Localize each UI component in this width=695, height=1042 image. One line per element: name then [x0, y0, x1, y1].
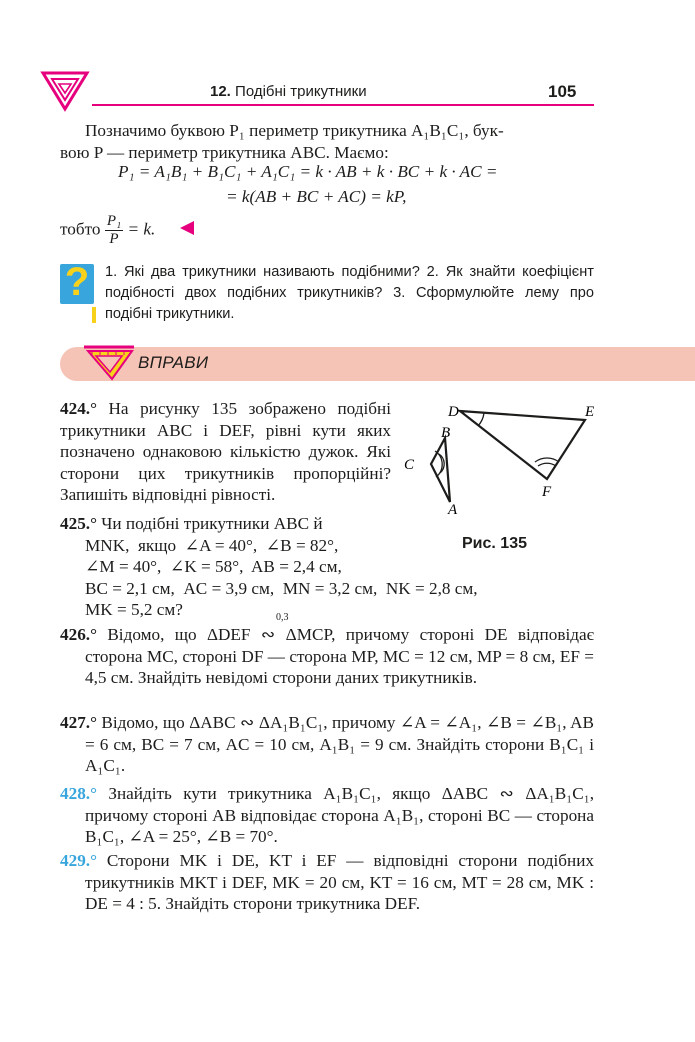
perimeter-formula-1: P₁ = A₁B₁ + B₁C₁ + A₁C₁ = k · AB + k · BC + k · AC =: [118, 162, 498, 181]
figure-label-e: E: [585, 404, 595, 420]
exercise-text: Сторони MK і DE, KT і EF — відповідні сторони подібних трикутників MKT і DEF, MK = 20 см, KT = 16 см, MT = 28 см, MK : DE = 4 : 5. Знайдіть сторони трикутника DEF.: [85, 851, 594, 913]
intro-paragraph: [60, 120, 594, 163]
exercise-number: 426.°: [60, 625, 97, 644]
exercise-number: 428.°: [60, 784, 97, 803]
exercise-425-line-4: BC = 2,1 см, AC = 3,9 см, MN = 3,2 см, NK = 2,8 см,: [85, 578, 478, 598]
chapter-triangle-logo-icon: [40, 70, 90, 112]
perimeter-formula-2: = k(AB + BC + AC) = kP,: [226, 187, 407, 206]
exercise-425-line-5: MK = 5,2 см?: [85, 600, 183, 619]
review-questions: 1. Які два трикутники називають подібними? 2. Як знайти коефіцієнт подібності двох подібних трикутників? 3. Сформулюйте лему про подібні трикутники.: [105, 264, 594, 322]
ratio-fraction: [105, 213, 123, 248]
exercise-number: 429.°: [60, 851, 97, 870]
exercise-number: 425.°: [60, 514, 97, 533]
section-number: 12.: [210, 83, 231, 100]
exercise-425: [60, 513, 594, 621]
exercise-427: [60, 712, 594, 777]
exercise-426: [60, 624, 594, 689]
fraction-denominator: P: [109, 231, 119, 247]
exercise-text: На рисунку 135 зображено подібні трикутники ABC і DEF, рівні кути яких позначено однаковою кількістю дужок. Які сторони цих трикутників пропорційні? Запишіть відповідні рівності.: [60, 399, 391, 504]
section-header: [210, 83, 470, 100]
figure-label-a: A: [448, 502, 458, 518]
figure-caption: Рис. 135: [462, 535, 527, 552]
exercise-number: 424.°: [60, 399, 97, 418]
exercise-429: [60, 850, 594, 915]
page-number: 105: [548, 82, 577, 101]
exercises-band-label: ВПРАВИ: [138, 353, 209, 372]
ruler-pencil-icon: [82, 343, 136, 385]
ratio-conclusion: [60, 213, 155, 253]
conclusion-prefix: тобто: [60, 219, 101, 239]
exercise-text: Відомо, що ΔDEF ∾ ΔMCP, причому стороні DE відповідає сторона MC, стороні DF — сторона MP, MC = 12 см, MP = 8 см, EF = 4,5 см. Знайдіть невідомі сторони даних трикутників.: [85, 625, 594, 687]
section-title: Подібні трикутники: [235, 83, 367, 100]
figure-label-f: F: [542, 484, 552, 500]
exercise-425-line-3: ∠M = 40°, ∠K = 58°, AB = 2,4 см,: [85, 557, 342, 576]
question-bar: [92, 307, 96, 323]
figure-135: [398, 396, 608, 520]
figure-label-d: D: [448, 404, 459, 420]
fraction-result: = k.: [127, 219, 156, 239]
exercise-428: [60, 783, 594, 848]
intro-line-1: Позначимо буквою P₁ периметр трикутника A₁B₁C₁, бук-: [85, 121, 504, 140]
figure-label-c: C: [404, 457, 415, 473]
similarity-ratio: 0,3: [276, 612, 289, 623]
question-icon: ?: [60, 264, 94, 304]
figure-label-b: B: [441, 425, 451, 441]
triangle-abc: [431, 438, 450, 502]
exercise-text: Відомо, що ΔABC ∾ ΔA₁B₁C₁, причому ∠A = ∠A₁, ∠B = ∠B₁, AB = 6 см, BC = 7 см, AC = 10 см, A₁B₁ = 9 см. Знайдіть сторони B₁C₁ і A₁C₁.: [85, 713, 594, 775]
intro-line-2: вою P — периметр трикутника ABC. Маємо:: [60, 142, 389, 162]
exercise-text: Знайдіть кути трикутника A₁B₁C₁, якщо ΔABC ∾ ΔA₁B₁C₁, причому стороні AB відповідає сторона A₁B₁, стороні BC — сторона B₁C₁, ∠A = 25°, ∠B = 70°.: [85, 784, 594, 846]
exercise-number: 427.°: [60, 713, 97, 732]
fraction-numerator: P₁: [106, 213, 122, 229]
triangle-def: [460, 411, 585, 479]
exercise-425-line-1: Чи подібні трикутники ABC й: [101, 514, 323, 533]
end-of-proof-marker-icon: [179, 221, 195, 235]
exercise-424: [60, 398, 391, 506]
exercise-425-line-2: MNK, якщо ∠A = 40°, ∠B = 82°,: [85, 535, 339, 555]
header-rule: [92, 104, 594, 106]
